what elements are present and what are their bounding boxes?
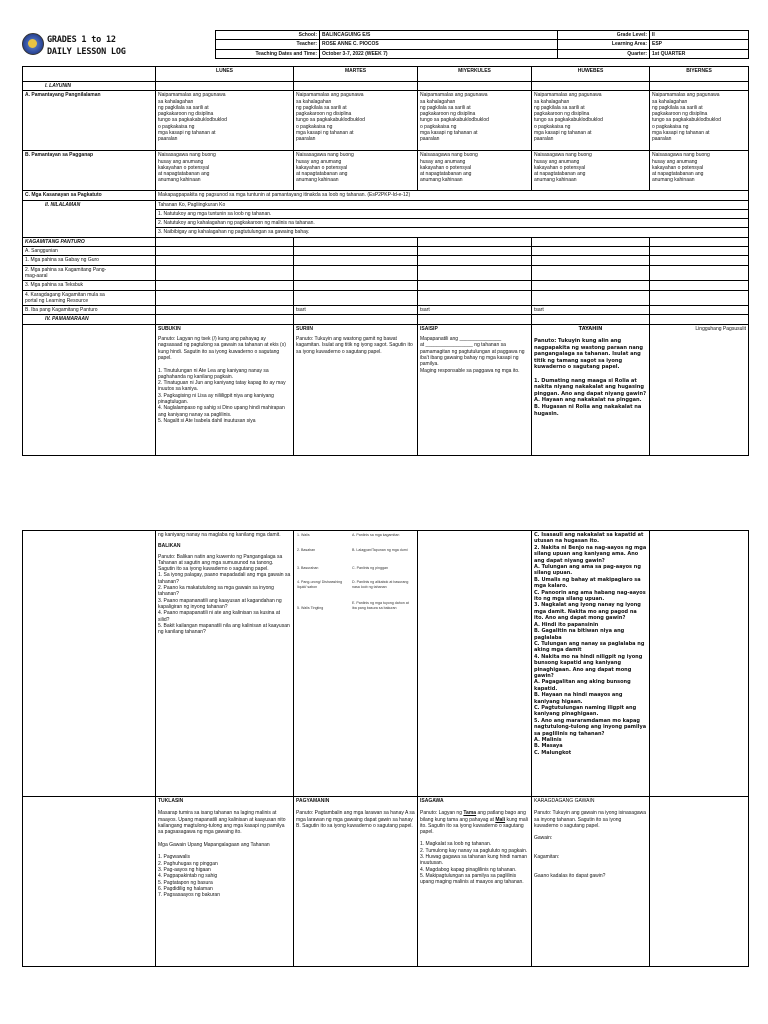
suriin-text: Panuto: Tukuyin ang wastong gamit ng bawat kagamitan. Isulat ang titik ng iyong sagot. Sagutin ito sa iyong kuwaderno o sagutang papel. bbox=[296, 336, 413, 355]
biyernes-pamamaraan-cell bbox=[650, 324, 749, 455]
learning-area-value: ESP bbox=[650, 40, 749, 49]
match-left-item: 1. Walis bbox=[297, 533, 310, 537]
kagamitan-value: tsart bbox=[418, 306, 532, 315]
isagawa-instructions: Panuto: Lagyan ng Tama ang patlang bago ang bilang kung tama ang pahayag at Mali kung mali ito. Sagutin ito sa iyong kuwaderno o sagutang papel. bbox=[420, 810, 528, 836]
pamantayang-pangnilalaman-huwebes: Naipamamalas ang pagunawa sa kahalagahan ng pagkilala sa sarili at pagkakaroon ng disiplina tungo sa pagkakabuklodbuklod o pagkakaisa ng mga kasapi ng tahanan at paaralan bbox=[532, 91, 650, 151]
pamantayang-pangnilalaman-miyerkules: Naipamamalas ang pagunawa sa kahalagahan ng pagkilala sa sarili at pagkakaroon ng disiplina tungo sa pagkakabuklodbuklod o pagkakaisa ng mga kasapi ng tahanan at paaralan bbox=[418, 91, 532, 151]
isagawa-tama-word: Tama bbox=[463, 810, 477, 817]
day-header-martes: MARTES bbox=[294, 67, 418, 82]
match-right-item: B. Lalagyan/Tapunan ng mga dumi bbox=[352, 548, 408, 552]
match-right-item: E. Panlinis ng mga tuyong dahon at iba pang basura sa bakuran bbox=[352, 601, 409, 610]
match-right-item: C. Panlinis ng pinggan bbox=[352, 566, 388, 570]
nilalaman-content bbox=[156, 200, 749, 237]
kagamitan-value: tsart bbox=[294, 306, 418, 315]
subukin-cell bbox=[156, 324, 294, 455]
isagawa-cell bbox=[418, 797, 532, 967]
quarter-label: Quarter: bbox=[558, 49, 650, 58]
sanggunian-item: 1. Mga pahina sa Gabay ng Guro bbox=[23, 256, 156, 265]
kagamitang-panturo-label: KAGAMITANG PANTURO bbox=[23, 237, 156, 246]
pagyamanin-cell bbox=[294, 797, 418, 967]
tuklasin-heading: TUKLASIN bbox=[158, 798, 184, 804]
kagamitan-value: tsart bbox=[532, 306, 650, 315]
lesson-log-table-page2 bbox=[22, 530, 749, 967]
tuklasin-cell bbox=[156, 797, 294, 967]
nilalaman-line: 2. Natutukoy ang kahalagahan ng pagkakaroon ng malinis na tahanan. bbox=[156, 219, 748, 228]
school-label: School: bbox=[216, 31, 320, 40]
nilalaman-line: Tahanan Ko, Pagliingkuran Ko bbox=[156, 201, 748, 210]
subukin-text: Panuto: Lagyan ng tsek (/) kung ang pahayag ay nagsasaad ng pagtulong sa gawain sa tahanan at ekis (x) kung hindi. Sagutin ito sa iyong kuwaderno o sagutang papel. 1. Tinutulungan ni Ate Lea ang kaniyang nanay sa paghahanda ng kanilang pagkain. 2. Tinatuguan ni Jun ang kaniyang tatay kapag ito ay may inuutos sa kaniya. 3. Pagkagising ni Lisa ay niliiligpit niya ang kaniyang pinagtulugan. 4. Naglalampaso ng sahig si Dino upang hindi mahirapan ang kaniyang nanay sa paglilinis. 5. Nagalit si Ate Isabela dahil inuutusan siya bbox=[158, 336, 286, 424]
match-left-item: 4. Pang-urong/ Dishwashing liquid/ sabon bbox=[297, 580, 343, 589]
karagdagang-gawain-text: Panuto: Tukuyin ang gawain na iyong isinasagawa sa inyong tahanan. Sagutin ito sa iyong kuwaderno o sagutang papel. Gawain: Kagamitan: Gaano kadalas ito dapat gawin? bbox=[534, 810, 647, 880]
subukin-heading: SUBUKIN bbox=[158, 325, 181, 332]
isaisip-cell bbox=[418, 324, 532, 455]
mga-kasanayan-text: Makapagpapakita ng pagsunod sa mga tuntunin at pamantayang itinakda sa loob ng tahanan. (EsP2PKP-Id-e-12) bbox=[156, 191, 749, 200]
sanggunian-item: 4. Karagdagang Kagamitan mula sa portal ng Learning Resource bbox=[23, 290, 156, 306]
sanggunian-label: A. Sanggunian bbox=[23, 247, 156, 256]
pamantayang-pangnilalaman-martes: Naipamamalas ang pagunawa sa kahalagahan ng pagkilala sa sarili at pagkakaroon ng disiplina tungo sa pagkakabuklodbuklod o pagkakaisa ng mga kasapi ng tahanan at paaralan bbox=[294, 91, 418, 151]
header-info-table bbox=[215, 30, 749, 59]
grade-level-value: II bbox=[650, 31, 749, 40]
teaching-dates-label: Teaching Dates and Time: bbox=[216, 49, 320, 58]
lesson-log-table-page1 bbox=[22, 66, 749, 456]
layunin-label: I. LAYUNIN bbox=[23, 82, 156, 91]
match-left-item: 2. Basahan bbox=[297, 548, 316, 552]
nilalaman-line: 1. Natutukoy ang mga tuntunin sa loob ng tahanan. bbox=[156, 210, 748, 219]
subukin-balikan-cell bbox=[156, 531, 294, 797]
pamantayan-sa-pagganap-label: B. Pamantayan sa Pagganap bbox=[23, 151, 156, 191]
tayahin-continued-text: C. Isasauli ang nakakalat sa kapatid at utusan na hugasan ito. 2. Nakita ni Benjo na nag-aayos ng mga silang upuan ang kaniyang ama. Ano ang dapat niyang gawin? A. Tulungan ang ama sa pag-aayos ng silang upuan. B. Umalis ng bahay at makipaglaro sa mga kalaro. C. Panoorin ang ama habang nag-aayos ito ng mga silang upuan. 3. Nagkalat ang iyong nanay ng iyong mga damit. Nakita mo ang pagod na ito. Ano ang dapat mong gawin? A. Hindi ito papansinin B. Gagalitin na bitiwan niya ang paglalaba C. Tulungan ang nanay sa paglalaba ng aking mga damit 4. Nakita mo na hindi niligpit ng iyong bunsong kapatid ang kaniyang pinaghigaan. Ano ang dapat mong gawin? A. Pagagalitan ang aking bunsong kapatid. B. Hayaan na hindi maayos ang kaniyang higaan. C. Pagtutulungan naming iligpit ang kaniyang pinaghigaan. 5. Ano ang mararamdaman mo kapag nagtutulong-tulong ang inyong pamilya sa paglilinis ng tahanan? A. Malinis B. Masaya C. Malungkot bbox=[534, 532, 647, 756]
karagdagang-gawain-cell bbox=[532, 797, 650, 967]
school-value: BALINCAGUING E/S bbox=[320, 31, 558, 40]
nilalaman-label: II. NILALAMAN bbox=[23, 200, 156, 237]
balikan-text: Panuto: Balikan natin ang kuwento ng Pangangalaga sa Tahanan at sagutin ang mga sumusunod na tanong. Sagutin ito sa iyong kuwaderno o sagutang papel. 1. Sa iyong palagay, paano mapadadali ang mga gawain sa tahanan? 2. Paano ka makatutulong sa mga gawain sa inyong tahanan? 3. Paano mapananatili ang kaayusan at kagandahan ng kapaligiran ng inyong tahanan? 4. Paano mapapanatili ni ate ang kalinisan sa kusina at silid? 5. Bakit kailangan mapanatili nila ang kalinisan at kaayusan ng kanilang tahanan? bbox=[158, 553, 291, 636]
match-left-item: 3. Basurahan bbox=[297, 566, 319, 570]
quarter-value: 1st QUARTER bbox=[650, 49, 749, 58]
kagamitan-value bbox=[650, 306, 749, 315]
pamantayang-pangnilalaman-biyernes: Naipamamalas ang pagunawa sa kahalagahan ng pagkilala sa sarili at pagkakaroon ng disiplina tungo sa pagkakabuklodbuklod o pagkakaisa ng mga kasapi ng tahanan at paaralan bbox=[650, 91, 749, 151]
deped-seal-logo bbox=[22, 33, 44, 55]
mga-kasanayan-label: C. Mga Kasanayan sa Pagkatuto bbox=[23, 191, 156, 200]
form-title-line1: GRADES 1 to 12 bbox=[47, 35, 116, 45]
day-header-biyernes: BIYERNES bbox=[650, 67, 749, 82]
pamantayan-sa-pagganap-biyernes: Naisasagawa nang buong husay ang anumang kakayahan o potensyal at napagtatabanan ang anumang kahinaan bbox=[650, 151, 749, 191]
teacher-value: ROSE ANNE C. PIOCOS bbox=[320, 40, 558, 49]
learning-area-label: Learning Area: bbox=[558, 40, 650, 49]
iba-pang-kagamitan-label: B. Iba pang Kagamitang Panturo bbox=[23, 306, 156, 315]
sanggunian-item: 3. Mga pahina sa Teksbuk bbox=[23, 281, 156, 290]
teacher-label: Teacher: bbox=[216, 40, 320, 49]
tayahin-cell bbox=[532, 324, 650, 455]
isagawa-mali-word: Mali bbox=[495, 816, 506, 823]
match-right-item: A. Panlinis sa mga kagamitan bbox=[352, 533, 400, 537]
nilalaman-line: 3. Naibibigay ang kahalagahan ng pagtutulungan sa gawaing bahay. bbox=[158, 229, 310, 236]
subukin-continued-text: ng kaniyang nanay na maglaba ng kanilang mga damit. bbox=[158, 532, 281, 538]
pamantayang-pangnilalaman-label: A. Pamantayang Pangnilalaman bbox=[23, 91, 156, 151]
matching-table-cell bbox=[294, 531, 418, 797]
balikan-heading: BALIKAN bbox=[158, 543, 181, 550]
day-header-lunes: LUNES bbox=[156, 67, 294, 82]
pamantayang-pangnilalaman-lunes: Naipamamalas ang pagunawa sa kahalagahan ng pagkilala sa sarili at pagkakaroon ng disiplina tungo sa pagkakabuklodbuklod o pagkakaisa ng mga kasapi ng tahanan at paaralan bbox=[156, 91, 294, 151]
tayahin-continued-cell bbox=[532, 531, 650, 797]
suriin-heading: SURIIN bbox=[296, 325, 313, 332]
pamantayan-sa-pagganap-martes: Naisasagawa nang buong husay ang anumang kakayahan o potensyal at napagtatabanan ang anumang kahinaan bbox=[294, 151, 418, 191]
form-title-line2: DAILY LESSON LOG bbox=[47, 47, 126, 57]
tayahin-heading: TAYAHIN bbox=[578, 325, 603, 332]
suriin-cell bbox=[294, 324, 418, 455]
sanggunian-item: 2. Mga pahina sa Kagamitang Pang- mag-aaral bbox=[23, 265, 156, 281]
lingguhang-pagsusulit-heading: Lingguhang Pagsusulit bbox=[695, 325, 746, 332]
karagdagang-gawain-heading: KARAGDAGANG GAWAIN bbox=[534, 798, 595, 804]
isaisip-heading: ISAISIP bbox=[420, 325, 438, 332]
isaisip-text: Mapapanatili ang _______________ at _________________ ng tahanan sa pamamagitan ng pagtutulungan at paggawa ng iba't ibang gawaing bahay ng mga kasapi ng pamilya. Maging responsable sa paggawa ng mga ito. bbox=[420, 336, 525, 374]
isagawa-heading: ISAGAWA bbox=[420, 798, 444, 804]
match-left-item: 5. Walis Tingting bbox=[297, 606, 324, 610]
day-header-miyerkules: MIYERKULES bbox=[418, 67, 532, 82]
teaching-dates-value: October 3-7, 2022 (WEEK 7) bbox=[320, 49, 558, 58]
tayahin-text: Panuto: Tukuyin kung alin ang nagpapakita ng wastong paraan nang pangangalaga sa tahanan. Isulat ang titik ng tamang sagot sa iyong kuwaderno o sagutang papel. 1. Dumating nang maaga si Rolia at nakita niyang nakakalat ang hugasing pinggan. Ano ang dapat niyang gawin? A. Hayaan ang nakakalat na pinggan. B. Hugasan ni Rolia ang nakakalat na hugasin. bbox=[534, 338, 647, 417]
tuklasin-text: Masarap tumira sa isang tahanan na laging malinis at maayos. Upang mapanatili ang kalinisan at kaayusan nito kailangang magtulong-tulong ang mga kasapi ng pamilya sa pagsasagawa ng mga gawaing ito. Mga Gawain Upang Mapangalagaan ang Tahanan 1. Pagwawalis 2. Paghuhugas ng pinggan 3. Pag-aayos ng higaan 4. Pagpapakintab ng sahig 5. Pagtatapon ng basura 6. Pagdidilig ng halaman 7. Pagsasaayos ng bakuran bbox=[158, 810, 286, 899]
match-right-item: D. Panlinis ng alikabok at basurang nasa loob ng tahanan bbox=[352, 580, 409, 589]
isagawa-items: 1. Magkalat sa loob ng tahanan. 2. Tumulong kay nanay sa pagluluto ng pagkain. 3. Huwag gagawa sa tahanan kung hindi naman inuutusan. 4. Magdabog kapag pinaglilinis ng tahanan. 5. Makipagtulungan sa pamilya sa paglilinis upang maging malinis at maayos ang tahanan. bbox=[420, 841, 528, 886]
kagamitan-value bbox=[156, 306, 294, 315]
pamamaraan-label: IV. PAMAMARAAN bbox=[23, 315, 156, 324]
pamantayan-sa-pagganap-huwebes: Naisasagawa nang buong husay ang anumang kakayahan o potensyal at napagtatabanan ang anumang kahinaan bbox=[532, 151, 650, 191]
pamantayan-sa-pagganap-miyerkules: Naisasagawa nang buong husay ang anumang kakayahan o potensyal at napagtatabanan ang anumang kahinaan bbox=[418, 151, 532, 191]
day-header-huwebes: HUWEBES bbox=[532, 67, 650, 82]
pagyamanin-text: Panuto: Pagtambalin ang mga larawan sa hanay A sa mga larawan ng mga gawaing dapat gawin sa hanay B. Sagutin ito sa iyong kuwaderno o sagutang papel. bbox=[296, 810, 415, 829]
grade-level-label: Grade Level: bbox=[558, 31, 650, 40]
corner-cell bbox=[23, 67, 156, 82]
pamantayan-sa-pagganap-lunes: Naisasagawa nang buong husay ang anumang kakayahan o potensyal at napagtatabanan ang anumang kahinaan bbox=[156, 151, 294, 191]
pagyamanin-heading: PAGYAMANIN bbox=[296, 798, 330, 804]
